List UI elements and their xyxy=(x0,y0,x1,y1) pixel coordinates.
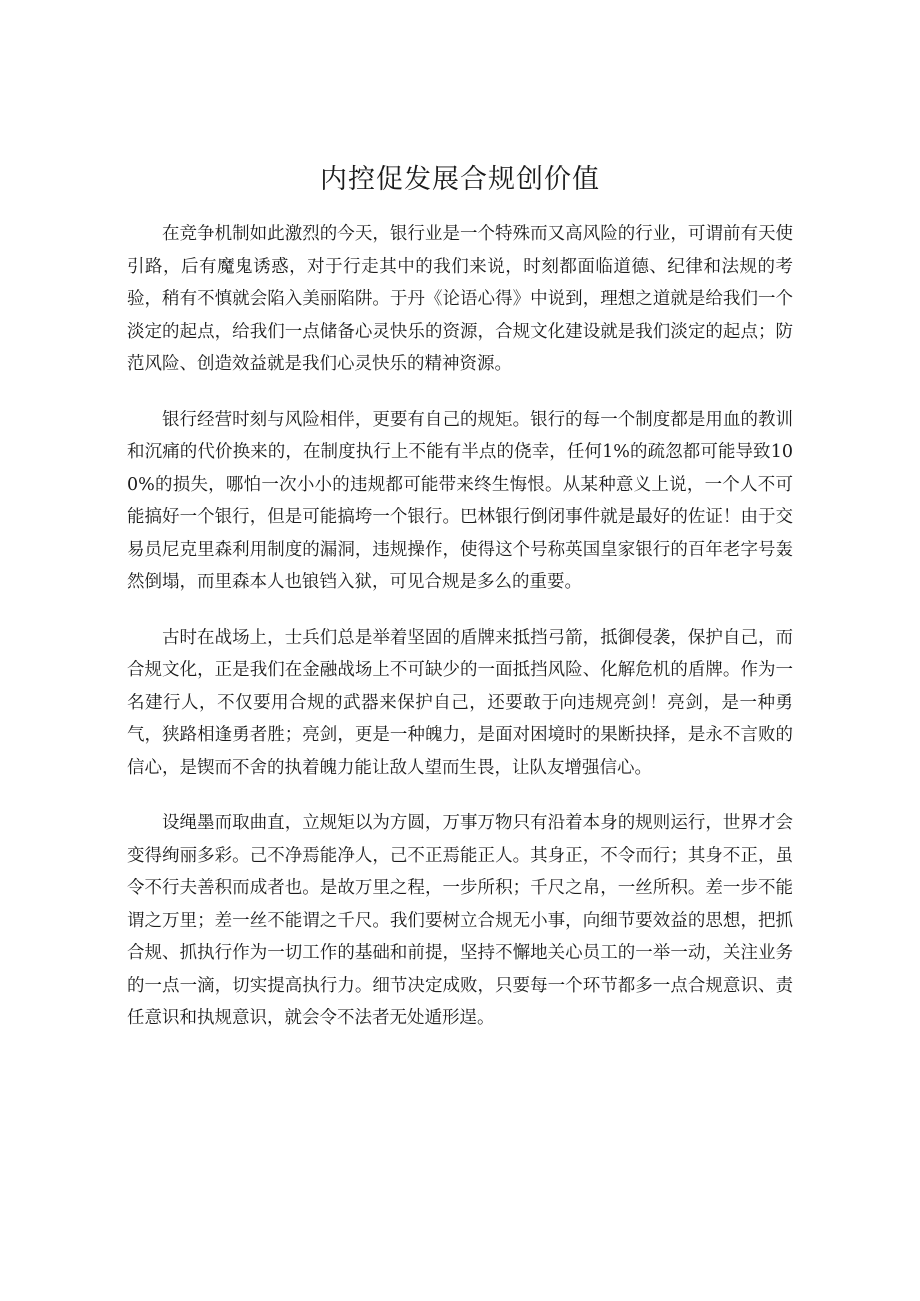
paragraph-1: 在竞争机制如此激烈的今天，银行业是一个特殊而又高风险的行业，可谓前有天使引路，后有魔鬼诱惑，对于行走其中的我们来说，时刻都面临道德、纪律和法规的考验，稍有不慎就会陷入美丽陷阱。于丹《论语心得》中说到，理想之道就是给我们一个淡定的起点，给我们一点储备心灵快乐的资源，合规文化建设就是我们淡定的起点；防范风险、创造效益就是我们心灵快乐的精神资源。 xyxy=(127,224,793,374)
document-title: 内控促发展合规创价值 xyxy=(320,164,600,195)
paragraph-4: 设绳墨而取曲直，立规矩以为方圆，万事万物只有沿着本身的规则运行，世界才会变得绚丽多彩。己不净焉能净人，己不正焉能正人。其身正，不令而行；其身不正，虽令不行夫善积而成者也。是故万里之程，一步所积；千尺之帛，一丝所积。差一步不能谓之万里；差一丝不能谓之千尺。我们要树立合规无小事，向细节要效益的思想，把抓合规、抓执行作为一切工作的基础和前提，坚持不懈地关心员工的一举一动，关注业务的一点一滴，切实提高执行力。细节决定成败，只要每一个环节都多一点合规意识、责任意识和执规意识，就会令不法者无处遁形逞。 xyxy=(127,813,793,1028)
document-page xyxy=(127,160,793,1058)
paragraph-2: 银行经营时刻与风险相伴，更要有自己的规矩。银行的每一个制度都是用血的教训和沉痛的代价换来的，在制度执行上不能有半点的侥幸，任何1%的疏忽都可能导致100%的损失，哪怕一次小小的违规都可能带来终生悔恨。从某种意义上说，一个人不可能搞好一个银行，但是可能搞垮一个银行。巴林银行倒闭事件就是最好的佐证！由于交易员尼克里森利用制度的漏洞，违规操作，使得这个号称英国皇家银行的百年老字号轰然倒塌，而里森本人也锒铛入狱，可见合规是多么的重要。 xyxy=(127,409,793,592)
paragraph-3: 古时在战场上，士兵们总是举着坚固的盾牌来抵挡弓箭，抵御侵袭，保护自己，而合规文化，正是我们在金融战场上不可缺少的一面抵挡风险、化解危机的盾牌。作为一名建行人，不仅要用合规的武器来保护自己，还要敢于向违规亮剑！亮剑，是一种勇气，狭路相逢勇者胜；亮剑，更是一种魄力，是面对困境时的果断抉择，是永不言败的信心，是锲而不舍的执着魄力能让敌人望而生畏，让队友增强信心。 xyxy=(127,627,793,778)
